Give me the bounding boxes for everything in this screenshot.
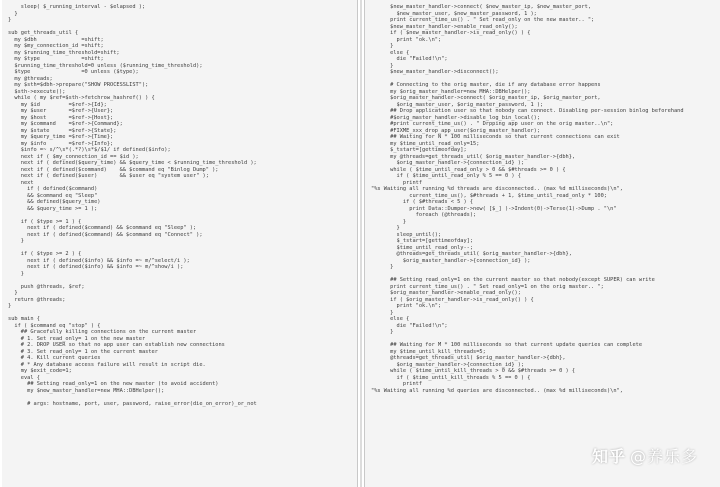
watermark bbox=[592, 444, 698, 467]
perl-code-left: sleep( $_running_interval - $elapsed ); } } sub get_threads_util { my $dbh =shift; my $my_connection_id =shift; my $running_time_threshold=shift; my $type =shift; $running_time_threshold=0 unless ($running_time_threshold); $type =0 unless ($type); my @threads; my $sth=$dbh->prepare("SHOW PROCESSLIST"); $sth->execute(); while ( my $ref=$sth->fetchrow_hashref() ) { my $id =$ref->{Id}; my $user =$ref->{User}; my $host =$ref->{Host}; my $command =$ref->{Command}; my $state =$ref->{State}; my $query_time =$ref->{Time}; my $info =$ref->{Info}; $info =~ s/^\s*(.*?)\s*$/$1/ if defined($info); next if ( $my_connection_id == $id ); next if ( defined($query_time) && $query_time < $running_time_threshold ); next if ( defined($command) && $command eq "Binlog Dump" ); next if ( defined($user) && $user eq "system user" ); next if ( defined($command) && $command eq "Sleep" && defined($query_time) && $query_time >= 1 ); if ( $type >= 1 ) { next if ( defined($command) && $command eq "Sleep" ); next if ( defined($command) && $command eq "Connect" ); } if ( $type >= 2 ) { next if ( defined($info) && $info =~ m/^select/i ); next if ( defined($info) && $info =~ m/^show/i ); } push @threads, $ref; } return @threads; } sub main { if ( $command eq "stop" ) { ## Gracefully killing connections on the current master # 1. Set read_only= 1 on the new master # 2. DROP USER so that no app user can establish new connections # 3. Set read_only= 1 on the current master # 4. Kill current queries # * Any database access failure will result in script die. my $exit_code=1; eval { ## Setting read_only=1 on the new master (to avoid accident) my $new_master_handler=new MHA::DBHelper(); # args: hostname, port, user, password, raise_error(die_on_error)_or_not bbox=[8, 4, 257, 407]
zhihu-logo: 知乎 bbox=[591, 447, 626, 466]
code-page-left bbox=[2, 0, 358, 487]
perl-code-right: $new_master_handler->connect( $new_master_ip, $new_master_port, $new_master_user, $new_master_password, 1 ); print current_time_us() . " Set read_only on the new master.. "; $new_master_handler->enable_read_only(); if ( $new_master_handler->is_read_only() ) { print "ok.\n"; } else { die "Failed!\n"; } $new_master_handler->disconnect(); # Connecting to the orig master, die if any database error happens my $orig_master_handler=new MHA::DBHelper(); $orig_master_handler->connect( $orig_master_ip, $orig_master_port, $orig_master_user, $orig_master_password, 1 ); ## Drop application user so that nobody can connect. Disabling per-session binlog beforehand #$orig_master_handler->disable_log_bin_local(); #print current_time_us() . " Drpping app user on the orig master..\n"; #FIXME_xxx_drop_app_user($orig_master_handler); ## Waiting for N * 100 milliseconds so that current connections can exit my $time_until_read_only=15; $_tstart=[gettimeofday]; my @threads=get_threads_util( $orig_master_handler->{dbh}, $orig_master_handler->{connection_id} ); while ( $time_until_read_only > 0 && $#threads >= 0 ) { if ( $time_until_read_only % 5 == 0 ) { printf "%s Waiting all running %d threads are disconnected.. (max %d milliseconds)\n", current_time_us(), $#threads + 1, $time_until_read_only * 100; if ( $#threads < 5 ) { print Data::Dumper->new( [$_] )->Indent(0)->Terse(1)->Dump . "\n" foreach (@threads); } } sleep_until(); $_tstart=[gettimeofday]; $time_until_read_only--; @threads=get_threads_util( $orig_master_handler->{dbh}, $orig_master_handler->{connection_id} ); } ## Setting read_only=1 on the current master so that nobody(except SUPER) can write print current_time_us() . " Set read_only=1 on the orig master.. "; $orig_master_handler->enable_read_only(); if ( $orig_master_handler->is_read_only() ) { print "ok.\n"; } else { die "Failed!\n"; } ## Waiting for M * 100 milliseconds so that current update queries can complete my $time_until_kill_threads=5; @threads=get_threads_util( $orig_master_handler->{dbh}, $orig_master_handler->{connection_id} ); while ( $time_until_kill_threads > 0 && $#threads >= 0 ) { if ( $time_until_kill_threads % 5 == 0 ) { printf "%s Waiting all running %d queries are disconnected.. (max %d milliseconds)\n", bbox=[371, 4, 684, 394]
watermark-handle: @养乐多 bbox=[629, 447, 698, 466]
code-page-right bbox=[364, 0, 720, 487]
page-gutter bbox=[360, 0, 362, 487]
